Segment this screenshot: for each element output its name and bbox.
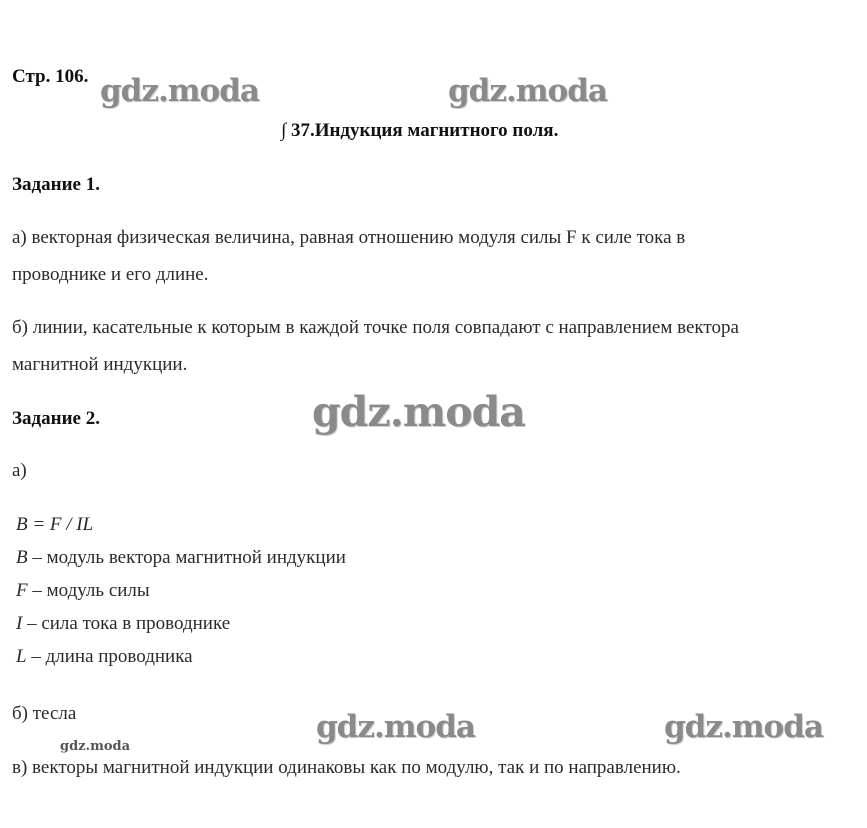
task2-answer-a-label: а) bbox=[12, 460, 27, 481]
task1-answer-a-line1: а) векторная физическая величина, равная отношению модуля силы F к силе тока в bbox=[12, 227, 686, 248]
task2-answer-c: в) векторы магнитной индукции одинаковы как по модулю, так и по направлению. bbox=[12, 757, 681, 778]
watermark-logo: gdz.moda bbox=[100, 73, 259, 109]
definition-row bbox=[16, 613, 230, 635]
definition-row bbox=[16, 547, 346, 569]
watermark-logo: gdz.moda bbox=[316, 709, 475, 745]
definition-symbol: L bbox=[16, 646, 27, 667]
definition-symbol: F bbox=[16, 580, 28, 601]
task2-heading: Задание 2. bbox=[12, 408, 100, 429]
definition-row bbox=[16, 580, 150, 602]
definition-text: – длина проводника bbox=[26, 646, 193, 667]
task1-answer-b-line2: магнитной индукции. bbox=[12, 354, 188, 375]
watermark-logo: gdz.moda bbox=[448, 73, 607, 109]
task1-answer-a-line2: проводнике и его длине. bbox=[12, 264, 209, 285]
task1-answer-b-line1: б) линии, касательные к которым в каждой точке поля совпадают с направлением вектора bbox=[12, 317, 739, 338]
definition-symbol: B bbox=[16, 547, 28, 568]
page-label: Стр. 106. bbox=[12, 66, 89, 87]
definition-text: – модуль силы bbox=[27, 580, 150, 601]
definition-row bbox=[16, 646, 193, 668]
watermark-logo: gdz.moda bbox=[664, 709, 823, 745]
watermark-logo-small: gdz.moda bbox=[60, 739, 131, 754]
task1-heading: Задание 1. bbox=[12, 174, 100, 195]
watermark-logo: gdz.moda bbox=[312, 388, 525, 436]
formula: B = F / IL bbox=[16, 514, 94, 535]
section-title: ∫ 37.Индукция магнитного поля. bbox=[281, 120, 559, 141]
task2-answer-b: б) тесла bbox=[12, 703, 77, 724]
definition-text: – модуль вектора магнитной индукции bbox=[27, 547, 346, 568]
definition-symbol: I bbox=[16, 613, 23, 634]
definition-text: – сила тока в проводнике bbox=[22, 613, 231, 634]
